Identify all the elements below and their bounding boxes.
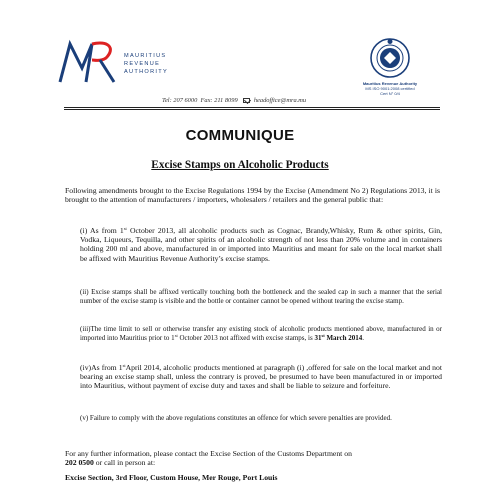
item-text: Excise stamps shall be affixed vertically touching both the bottleneck and the sealed cap in such a manner that the serial number of the excise stamp is visible and the bottle or container cannot be opened without tearing the excise stamp. — [80, 288, 443, 305]
item-sup: st — [122, 363, 126, 368]
closing-phone: 202 0500 — [65, 458, 94, 468]
list-item — [80, 363, 442, 391]
item-text: The time limit to sell or otherwise transfer any existing stock of alcoholic products mentioned above, manufactured in or imported into Mauritius prior to 1 — [80, 325, 442, 342]
envelope-icon — [243, 98, 250, 103]
item-sup: st — [174, 333, 178, 338]
contact-tel: Tel: 207 6000 — [162, 97, 198, 104]
mra-logo-mark — [56, 38, 122, 86]
iso-seal-icon — [370, 38, 410, 78]
logo-line-2: REVENUE — [124, 61, 161, 67]
logo-line-1: MAURITIUS — [124, 53, 167, 59]
item-number: (v) — [80, 414, 89, 422]
closing-tail: or call in person at: — [93, 458, 156, 468]
closing-text: For any further information, please contact the Excise Section of the Customs Department on — [65, 449, 352, 458]
item-sup: st — [123, 226, 127, 231]
page-subtitle: Excise Stamps on Alcoholic Products — [151, 159, 329, 171]
item-text: October 2013 not affixed with excise stamps, is — [177, 334, 315, 342]
item-number: (ii) — [80, 288, 89, 296]
list-item — [80, 414, 442, 423]
item-text: April 2014, alcoholic products mentioned at paragraph (i) ,offered for sale on the local market and not bearing an excise stamp shall, unless the contrary is proved, be presumed to have been manufactured in or imported into Mauritius, without payment of excise duty and taxes and shall be liable to seizure and forfeiture. — [80, 363, 442, 391]
list-item — [80, 325, 442, 343]
contact-email[interactable]: headoffice@mra.mu — [253, 97, 307, 104]
mra-logo-text — [124, 52, 168, 76]
contact-fax: Fax: 211 8099 — [200, 97, 238, 104]
seal-caption — [340, 81, 440, 96]
item-text: As from 1 — [90, 226, 124, 235]
item-text: Failure to comply with the above regulations constitutes an offence for which severe penalties are provided. — [89, 414, 392, 422]
contact-line — [162, 97, 306, 104]
header-rule-2 — [64, 109, 440, 110]
list-item — [80, 226, 442, 263]
intro-paragraph: Following amendments brought to the Excise Regulations 1994 by the Excise (Amendment No 2) Regulations 2013, it is brought to the attention of manufacturers / importers, wholesalers / retailers and the general public that: — [65, 186, 440, 205]
list-item — [80, 288, 442, 306]
item-text: . — [362, 334, 365, 342]
item-number: (i) — [80, 226, 88, 235]
seal-caption-line-2: MS ISO 9001:2008 certified — [365, 86, 415, 91]
closing-paragraph — [65, 449, 440, 467]
item-text: As from 1 — [91, 363, 123, 372]
logo-line-3: AUTHORITY — [124, 69, 169, 75]
header-rule — [64, 107, 440, 108]
seal-caption-line-1: Mauritius Revenue Authority — [362, 81, 418, 86]
item-bold-date: 31 — [314, 334, 322, 342]
item-number: (iv) — [80, 363, 92, 372]
item-number: (iii) — [80, 325, 91, 333]
address-line: Excise Section, 3rd Floor, Custom House, Mer Rouge, Port Louis — [65, 473, 278, 482]
item-sup: st — [321, 333, 325, 338]
mra-logo — [56, 38, 176, 86]
item-text: October 2013, all alcoholic products such as Cognac, Brandy,Whisky, Rum & other spirits, Gin, Vodka, Liqueurs, Tequilla, and other spirits of an alcoholic strength of not less than 20% volume and in containers holding 200 ml and above, manufactured in or imported into Mauritius and meant for sale on the local market shall be affixed with Mauritius Revenue Authority’s excise stamps. — [80, 226, 442, 263]
seal-caption-line-3: Cert N° 0/4 — [380, 91, 400, 96]
page-title: COMMUNIQUE — [185, 127, 295, 144]
item-bold-date: March 2014 — [324, 334, 363, 342]
